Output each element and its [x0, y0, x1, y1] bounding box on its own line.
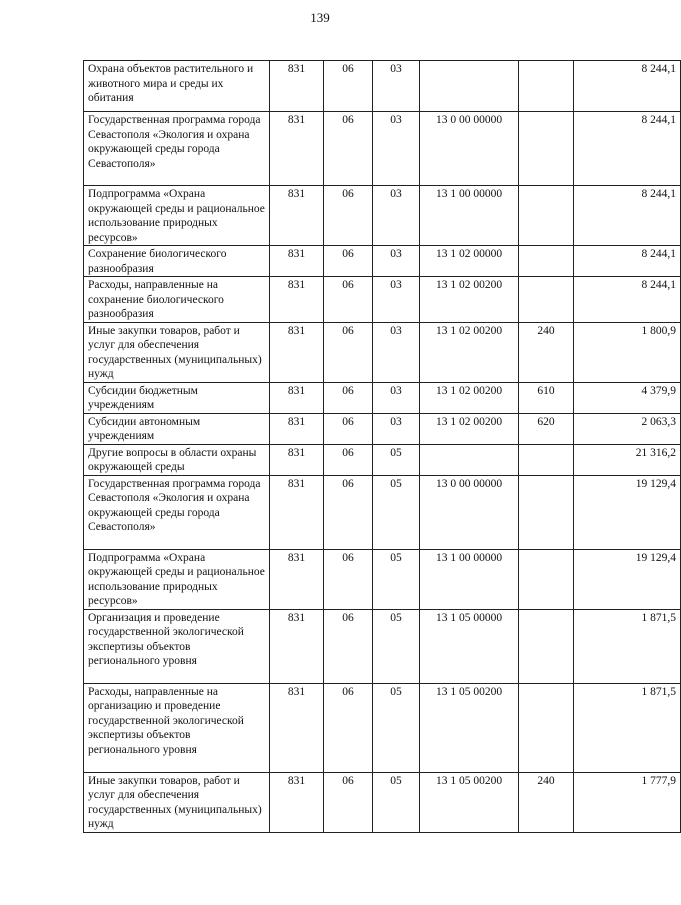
row-section-cell: 06: [324, 549, 373, 609]
row-target-article-cell: 13 0 00 00000: [420, 475, 519, 549]
row-name-cell: Охрана объектов растительного и животного мира и среды их обитания: [84, 61, 270, 112]
row-expense-type-cell: [519, 549, 574, 609]
row-name-cell: Иные закупки товаров, работ и услуг для обеспечения государственных (муниципальных) нужд: [84, 322, 270, 382]
row-section-cell: 06: [324, 246, 373, 277]
row-gov-code-cell: 831: [270, 683, 324, 772]
row-subsection-cell: 05: [373, 444, 420, 475]
row-target-article-cell: 13 1 02 00200: [420, 413, 519, 444]
table-row: [84, 609, 681, 683]
row-gov-code-cell: 831: [270, 772, 324, 832]
row-expense-type-cell: [519, 277, 574, 323]
row-subsection-cell: 03: [373, 112, 420, 186]
row-section-cell: 06: [324, 413, 373, 444]
row-name-cell: Организация и проведение государственной экологической экспертизы объектов регионального уровня: [84, 609, 270, 683]
row-name-cell: Расходы, направленные на организацию и проведение государственной экологической экспертизы объектов регионального уровня: [84, 683, 270, 772]
table-row: [84, 475, 681, 549]
table-row: [84, 382, 681, 413]
row-amount-cell: 19 129,4: [574, 549, 681, 609]
row-expense-type-cell: [519, 444, 574, 475]
row-expense-type-cell: 240: [519, 322, 574, 382]
row-subsection-cell: 03: [373, 413, 420, 444]
row-name-cell: Сохранение биологического разнообразия: [84, 246, 270, 277]
row-gov-code-cell: 831: [270, 413, 324, 444]
row-subsection-cell: 05: [373, 683, 420, 772]
row-amount-cell: 8 244,1: [574, 186, 681, 246]
row-amount-cell: 8 244,1: [574, 112, 681, 186]
row-amount-cell: 21 316,2: [574, 444, 681, 475]
row-target-article-cell: 13 1 02 00200: [420, 277, 519, 323]
row-expense-type-cell: [519, 112, 574, 186]
row-target-article-cell: 13 1 02 00200: [420, 382, 519, 413]
table-row: [84, 683, 681, 772]
row-target-article-cell: 13 1 00 00000: [420, 549, 519, 609]
row-gov-code-cell: 831: [270, 475, 324, 549]
row-name-cell: Расходы, направленные на сохранение биологического разнообразия: [84, 277, 270, 323]
row-gov-code-cell: 831: [270, 322, 324, 382]
row-amount-cell: 1 800,9: [574, 322, 681, 382]
row-name-cell: Субсидии бюджетным учреждениям: [84, 382, 270, 413]
page-number: 139: [310, 10, 330, 25]
row-section-cell: 06: [324, 609, 373, 683]
row-gov-code-cell: 831: [270, 444, 324, 475]
table-row: [84, 61, 681, 112]
row-section-cell: 06: [324, 322, 373, 382]
row-section-cell: 06: [324, 444, 373, 475]
row-section-cell: 06: [324, 683, 373, 772]
row-section-cell: 06: [324, 112, 373, 186]
row-target-article-cell: 13 1 05 00200: [420, 683, 519, 772]
row-subsection-cell: 05: [373, 772, 420, 832]
budget-table: [83, 60, 681, 833]
row-expense-type-cell: 240: [519, 772, 574, 832]
row-gov-code-cell: 831: [270, 382, 324, 413]
row-target-article-cell: 13 1 05 00200: [420, 772, 519, 832]
row-subsection-cell: 05: [373, 609, 420, 683]
row-target-article-cell: 13 1 02 00000: [420, 246, 519, 277]
row-name-cell: Государственная программа города Севастополя «Экология и охрана окружающей среды города Севастополя»: [84, 475, 270, 549]
table-row: [84, 413, 681, 444]
table-body: [84, 61, 681, 833]
row-target-article-cell: 13 1 05 00000: [420, 609, 519, 683]
row-expense-type-cell: 620: [519, 413, 574, 444]
table-row: [84, 772, 681, 832]
row-section-cell: 06: [324, 382, 373, 413]
table-row: [84, 322, 681, 382]
table-row: [84, 186, 681, 246]
row-name-cell: Государственная программа города Севастополя «Экология и охрана окружающей среды города Севастополя»: [84, 112, 270, 186]
row-name-cell: Подпрограмма «Охрана окружающей среды и рациональное использование природных ресурсов»: [84, 186, 270, 246]
row-name-cell: Подпрограмма «Охрана окружающей среды и рациональное использование природных ресурсов»: [84, 549, 270, 609]
row-target-article-cell: 13 0 00 00000: [420, 112, 519, 186]
row-subsection-cell: 05: [373, 475, 420, 549]
row-subsection-cell: 03: [373, 61, 420, 112]
row-expense-type-cell: 610: [519, 382, 574, 413]
row-amount-cell: 1 871,5: [574, 609, 681, 683]
row-subsection-cell: 03: [373, 322, 420, 382]
row-expense-type-cell: [519, 475, 574, 549]
row-amount-cell: 19 129,4: [574, 475, 681, 549]
row-gov-code-cell: 831: [270, 609, 324, 683]
row-amount-cell: 8 244,1: [574, 246, 681, 277]
table-row: [84, 444, 681, 475]
row-name-cell: Другие вопросы в области охраны окружающей среды: [84, 444, 270, 475]
row-gov-code-cell: 831: [270, 61, 324, 112]
table-row: [84, 277, 681, 323]
row-subsection-cell: 03: [373, 246, 420, 277]
row-subsection-cell: 03: [373, 382, 420, 413]
row-section-cell: 06: [324, 277, 373, 323]
row-expense-type-cell: [519, 61, 574, 112]
row-section-cell: 06: [324, 475, 373, 549]
row-expense-type-cell: [519, 683, 574, 772]
row-gov-code-cell: 831: [270, 112, 324, 186]
row-gov-code-cell: 831: [270, 246, 324, 277]
table-row: [84, 246, 681, 277]
row-amount-cell: 2 063,3: [574, 413, 681, 444]
row-target-article-cell: 13 1 02 00200: [420, 322, 519, 382]
row-amount-cell: 1 777,9: [574, 772, 681, 832]
row-section-cell: 06: [324, 186, 373, 246]
row-expense-type-cell: [519, 186, 574, 246]
row-section-cell: 06: [324, 61, 373, 112]
row-expense-type-cell: [519, 246, 574, 277]
row-target-article-cell: [420, 61, 519, 112]
row-subsection-cell: 03: [373, 277, 420, 323]
row-expense-type-cell: [519, 609, 574, 683]
row-gov-code-cell: 831: [270, 549, 324, 609]
table-row: [84, 549, 681, 609]
row-target-article-cell: 13 1 00 00000: [420, 186, 519, 246]
row-name-cell: Субсидии автономным учреждениям: [84, 413, 270, 444]
row-target-article-cell: [420, 444, 519, 475]
row-section-cell: 06: [324, 772, 373, 832]
row-subsection-cell: 03: [373, 186, 420, 246]
row-name-cell: Иные закупки товаров, работ и услуг для обеспечения государственных (муниципальных) нужд: [84, 772, 270, 832]
row-subsection-cell: 05: [373, 549, 420, 609]
row-gov-code-cell: 831: [270, 277, 324, 323]
row-amount-cell: 8 244,1: [574, 277, 681, 323]
row-amount-cell: 4 379,9: [574, 382, 681, 413]
row-amount-cell: 1 871,5: [574, 683, 681, 772]
row-gov-code-cell: 831: [270, 186, 324, 246]
row-amount-cell: 8 244,1: [574, 61, 681, 112]
table-row: [84, 112, 681, 186]
